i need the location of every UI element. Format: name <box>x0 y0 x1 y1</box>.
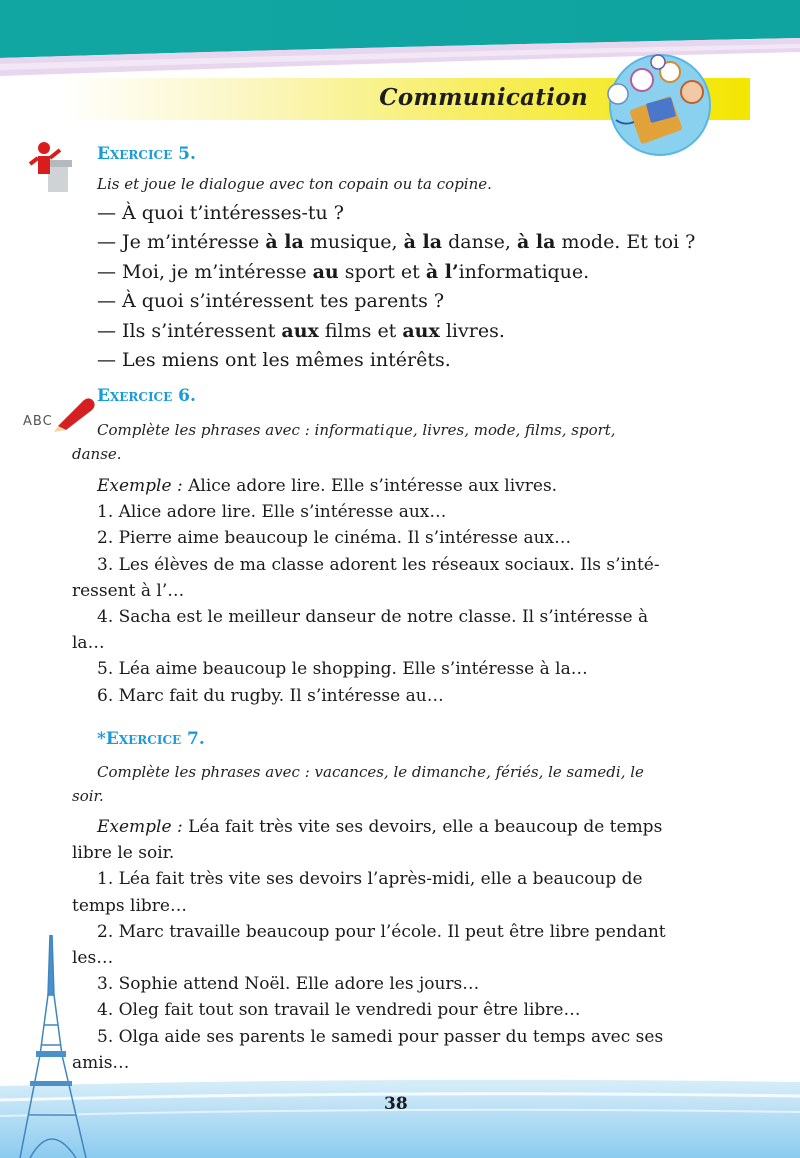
exercise7-example: Exemple : Léa fait très vite ses devoirs, elle a beaucoup de temps <box>97 817 663 837</box>
exercise7-title: *Exercice 7. <box>97 729 205 749</box>
exercise7-item-cont: temps libre… <box>72 895 187 916</box>
exercise6-item: 6. Marc fait du rugby. Il s’intéresse au… <box>97 685 444 706</box>
abc-icon-label: ABC <box>23 414 53 429</box>
exercise7-instruction-line1: Complète les phrases avec : vacances, le dimanche, fériés, le samedi, le <box>97 763 644 781</box>
exercise6-item: 5. Léa aime beaucoup le shopping. Elle s’intéresse à la… <box>97 659 588 680</box>
dialogue-line <box>97 199 695 228</box>
section-title: Communication <box>379 84 588 111</box>
dialogue-bold-text: à l’ <box>425 260 459 283</box>
footer-band <box>0 1076 800 1158</box>
dialogue-bold-text: à la <box>516 231 556 254</box>
red-pencil-icon <box>52 392 98 432</box>
exercise6-instruction-line2: danse. <box>72 445 122 463</box>
exercise6-example: Exemple : Alice adore lire. Elle s’intéresse aux livres. <box>97 476 558 496</box>
exercise7-item: 1. Léa fait très vite ses devoirs l’après-midi, elle a beaucoup de <box>97 869 643 890</box>
dialogue-bold-text: à la <box>265 231 304 254</box>
dialogue-bold-text: à la <box>403 231 443 254</box>
page-number: 38 <box>384 1094 408 1114</box>
dialogue-bold-text: au <box>312 260 339 283</box>
exercise6-instruction-line1: Complète les phrases avec : informatique, livres, mode, films, sport, <box>97 421 616 439</box>
dialogue-text: — Moi, je m’intéresse <box>97 260 313 283</box>
eiffel-tower-icon <box>0 935 110 1158</box>
dialogue-text: musique, <box>303 231 404 254</box>
dialogue-text: — À quoi s’intéressent tes parents ? <box>97 290 445 313</box>
exercise6-item: 3. Les élèves de ma classe adorent les réseaux sociaux. Ils s’inté- <box>97 554 660 575</box>
dialogue-text: films et <box>318 319 403 342</box>
dialogue-text: informatique. <box>458 260 590 283</box>
dialogue-line <box>97 317 695 346</box>
exercise7-instruction-line2: soir. <box>72 787 104 805</box>
dialogue-line <box>97 258 695 287</box>
dialogue-text: — À quoi t’intéresses-tu ? <box>97 202 344 224</box>
dialogue-text: livres. <box>439 319 505 342</box>
dialogue-text: mode. Et toi ? <box>555 231 696 254</box>
exercise6-item-cont: ressent à l’… <box>72 580 185 601</box>
exercise5-title: Exercice 5. <box>97 144 196 164</box>
exercise7-item: 3. Sophie attend Noël. Elle adore les jours… <box>97 974 480 995</box>
dialogue-text: — Les miens ont les mêmes intérêts. <box>97 349 451 372</box>
exercise7-item-cont: amis… <box>72 1052 130 1073</box>
dialogue-text: — Ils s’intéressent <box>97 319 282 342</box>
exercise7-item-cont: les… <box>72 948 114 969</box>
dialogue-bold-text: aux <box>281 319 319 342</box>
dialogue-bold-text: aux <box>402 319 440 342</box>
speaker-figure-icon <box>24 138 84 194</box>
dialogue-line <box>97 228 695 257</box>
exercise6-item: 4. Sacha est le meilleur danseur de notre classe. Il s’intéresse à <box>97 607 649 628</box>
exercise7-item: 2. Marc travaille beaucoup pour l’école. Il peut être libre pendant <box>97 921 666 942</box>
exercise5-dialogue <box>97 199 695 375</box>
exercise7-example-cont: libre le soir. <box>72 843 175 864</box>
dialogue-text: — Je m’intéresse <box>97 231 266 254</box>
dialogue-line <box>97 287 695 316</box>
exercise6-title: Exercice 6. <box>97 386 196 406</box>
exercise7-item: 5. Olga aide ses parents le samedi pour passer du temps avec ses <box>97 1026 664 1047</box>
exercise6-item: 2. Pierre aime beaucoup le cinéma. Il s’intéresse aux… <box>97 528 572 549</box>
dialogue-line <box>97 346 695 375</box>
exercise6-item: 1. Alice adore lire. Elle s’intéresse aux… <box>97 502 447 523</box>
exercise7-body <box>72 814 740 1076</box>
exercise6-item-cont: la… <box>72 633 105 654</box>
communication-logo-icon <box>588 50 738 160</box>
exercise5-instruction: Lis et joue le dialogue avec ton copain ou ta copine. <box>97 175 492 193</box>
exercise7-item: 4. Oleg fait tout son travail le vendredi pour être libre… <box>97 1000 581 1021</box>
dialogue-text: sport et <box>338 260 426 283</box>
dialogue-text: danse, <box>442 231 517 254</box>
exercise6-body <box>72 473 740 709</box>
